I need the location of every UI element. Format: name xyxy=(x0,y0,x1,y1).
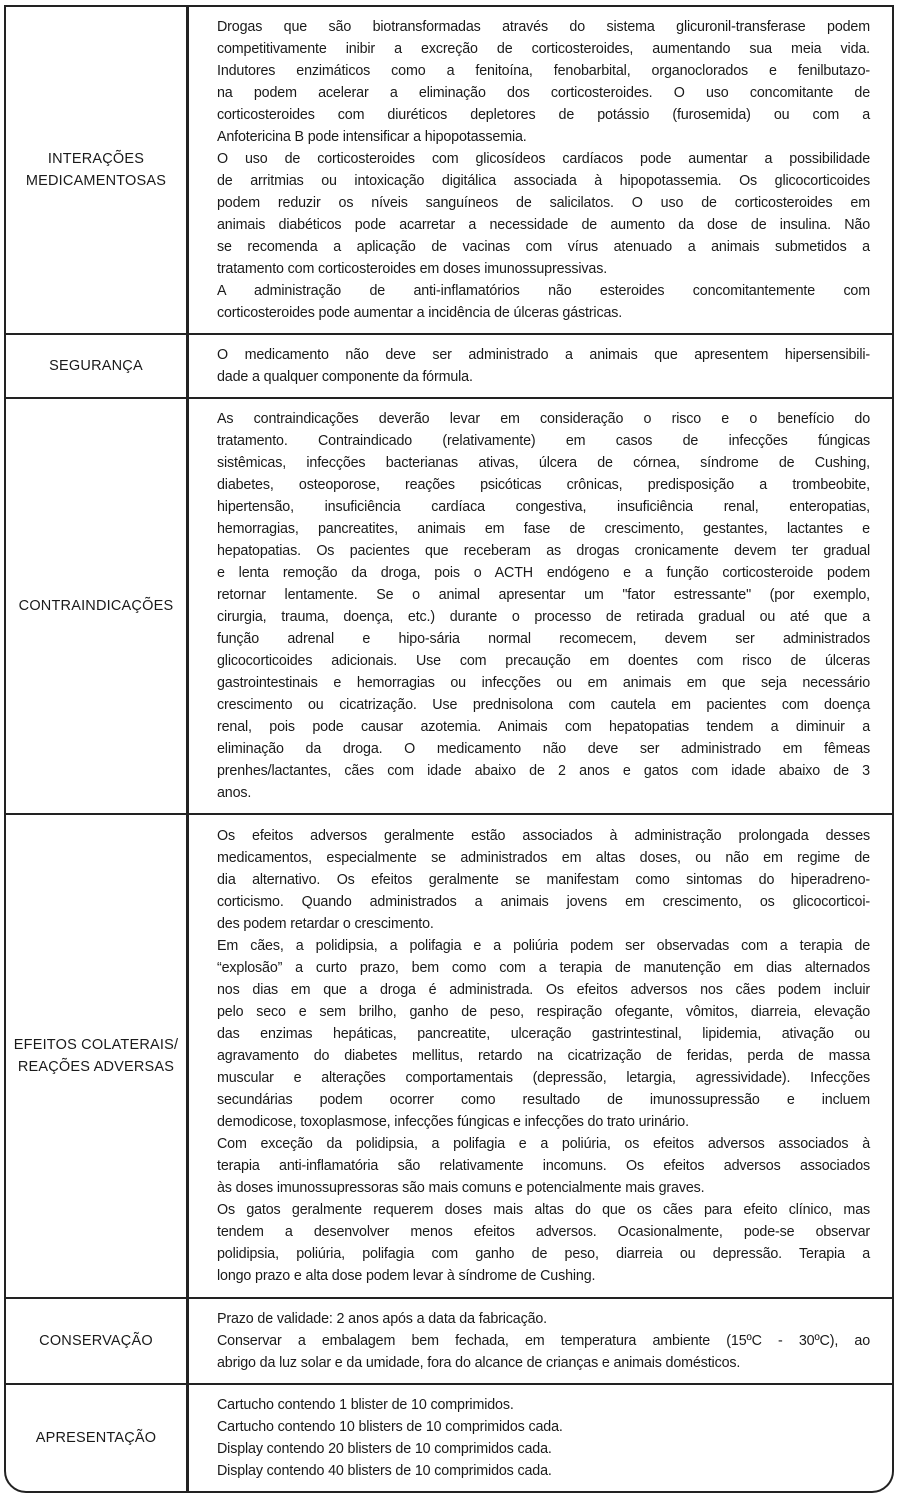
section-label xyxy=(6,815,189,1297)
section-label-line: CONSERVAÇÃO xyxy=(39,1333,153,1349)
text-line: tratamento com corticosteroides em doses imunossupressivas. xyxy=(217,261,608,277)
package-insert-table xyxy=(4,5,894,1493)
text-line: agravamento do diabetes mellitus, retardo na cicatrização de feridas, perda de massa xyxy=(217,1048,870,1064)
text-line: O medicamento não deve ser administrado a animais que apresentem hipersensibili- xyxy=(217,347,870,363)
text-line: Anfotericina B pode intensificar a hipopotassemia. xyxy=(217,129,527,145)
text-line: abrigo da luz solar e da umidade, fora do alcance de crianças e animais domésticos. xyxy=(217,1355,741,1371)
paragraph xyxy=(217,1394,870,1416)
text-line: O uso de corticosteroides com glicosídeos cardíacos pode aumentar a possibilidade xyxy=(217,151,870,167)
section-label-line: REAÇÕES ADVERSAS xyxy=(17,1059,175,1075)
paragraph xyxy=(217,1416,870,1438)
text-line: Display contendo 40 blisters de 10 comprimidos cada. xyxy=(217,1463,552,1479)
section-label xyxy=(6,335,189,397)
section-row-apresentacao xyxy=(6,1383,892,1491)
text-line: sistêmicas, infecções bacterianas ativas, úlcera de córnea, síndrome de Cushing, xyxy=(217,455,870,471)
text-line: terapia anti-inflamatória são relativamente incomuns. Os efeitos adversos associados xyxy=(217,1158,870,1174)
text-line: eliminação da droga. O medicamento não deve ser administrado em fêmeas xyxy=(217,741,870,757)
text-line: corticismo. Quando administrados a animais jovens em crescimento, os glicocorticoi- xyxy=(217,894,870,910)
section-content xyxy=(189,7,892,333)
text-line: As contraindicações deverão levar em consideração o risco e o benefício do xyxy=(217,411,870,427)
section-row-conservacao xyxy=(6,1297,892,1383)
text-line: Os efeitos adversos geralmente estão associados à administração prolongada desses xyxy=(217,828,870,844)
section-content xyxy=(189,1385,892,1491)
text-line: hipertensão, insuficiência cardíaca congestiva, insuficiência renal, enteropatias, xyxy=(217,499,870,515)
text-line: nos dias em que a droga é administrada. Os efeitos adversos nos cães podem incluir xyxy=(217,982,870,998)
paragraph xyxy=(217,16,870,148)
text-line: Os gatos geralmente requerem doses mais altas do que os cães para efeito clínico, mas xyxy=(217,1202,870,1218)
section-label-line: EFEITOS COLATERAIS/ xyxy=(13,1037,179,1053)
paragraph xyxy=(217,1308,870,1330)
text-line: medicamentos, especialmente se administrados em altas doses, ou não em regime de xyxy=(217,850,870,866)
text-line: Com exceção da polidipsia, a polifagia e a poliúria, os efeitos adversos associados à xyxy=(217,1136,870,1152)
paragraph xyxy=(217,148,870,280)
text-line: prenhes/lactantes, cães com idade abaixo de 2 anos e gatos com idade abaixo de 3 xyxy=(217,763,870,779)
paragraph xyxy=(217,280,870,324)
paragraph xyxy=(217,1460,870,1482)
text-line: demodicose, toxoplasmose, infecções fúngicas e infecções do trato urinário. xyxy=(217,1114,689,1130)
section-content xyxy=(189,335,892,397)
text-line: secundárias podem ocorrer como resultado de imunossupressão e incluem xyxy=(217,1092,870,1108)
text-line: gastrointestinais e hemorragias ou infecções ou em animais em que seja necessário xyxy=(217,675,870,691)
paragraph xyxy=(217,935,870,1133)
text-line: corticosteroides com diuréticos depletores de potássio (furosemida) ou com a xyxy=(217,107,870,123)
text-line: Prazo de validade: 2 anos após a data da fabricação. xyxy=(217,1311,547,1327)
text-line: Cartucho contendo 1 blister de 10 comprimidos. xyxy=(217,1397,514,1413)
text-line: A administração de anti-inflamatórios não esteroides concomitantemente com xyxy=(217,283,870,299)
section-content xyxy=(189,399,892,813)
text-line: Display contendo 20 blisters de 10 comprimidos cada. xyxy=(217,1441,552,1457)
text-line: renal, pois pode causar azotemia. Animais com hepatopatias tendem a diminuir a xyxy=(217,719,870,735)
paragraph xyxy=(217,1133,870,1199)
text-line: muscular e alterações comportamentais (depressão, letargia, agressividade). Infecções xyxy=(217,1070,870,1086)
section-row-interacoes-medicamentosas xyxy=(6,7,892,333)
text-line: pelo seco e sem brilho, ganho de peso, respiração ofegante, vômitos, diarreia, elevação xyxy=(217,1004,870,1020)
section-label-line: APRESENTAÇÃO xyxy=(35,1430,157,1446)
text-line: cirurgia, trauma, doença, etc.) durante o processo de retirada gradual ou até que a xyxy=(217,609,870,625)
section-label-line: SEGURANÇA xyxy=(49,358,143,374)
section-label-line: INTERAÇÕES xyxy=(47,151,145,167)
text-line: animais diabéticos pode acarretar a necessidade de aumento da dose de insulina. Não xyxy=(217,217,870,233)
text-line: função adrenal e hipo-sária normal recomecem, devem ser administrados xyxy=(217,631,870,647)
text-line: e lenta remoção da droga, pois o ACTH endógeno e a função corticosteroide podem xyxy=(217,565,870,581)
paragraph xyxy=(217,344,870,388)
section-label xyxy=(6,399,189,813)
paragraph xyxy=(217,1199,870,1287)
text-line: hemorragias, pancreatites, animais em fase de crescimento, gestantes, lactantes e xyxy=(217,521,870,537)
text-line: tendem a desenvolver menos efeitos adversos. Ocasionalmente, pode-se observar xyxy=(217,1224,870,1240)
text-line: Indutores enzimáticos como a fenitoína, fenobarbital, organoclorados e fenilbutazo- xyxy=(217,63,870,79)
section-label-line: MEDICAMENTOSAS xyxy=(25,173,167,189)
text-line: des podem retardar o crescimento. xyxy=(217,916,434,932)
text-line: Cartucho contendo 10 blisters de 10 comprimidos cada. xyxy=(217,1419,563,1435)
paragraph xyxy=(217,408,870,804)
text-line: Em cães, a polidipsia, a polifagia e a poliúria podem ser observadas com a terapia de xyxy=(217,938,870,954)
paragraph xyxy=(217,825,870,935)
text-line: anos. xyxy=(217,785,252,801)
text-line: hepatopatias. Os pacientes que receberam as drogas cronicamente devem ter gradual xyxy=(217,543,870,559)
section-content xyxy=(189,1299,892,1383)
text-line: crescimento ou cicatrização. Use prednisolona com cautela em pacientes com doença xyxy=(217,697,870,713)
text-line: diabetes, osteoporose, reações psicóticas crônicas, predisposição a trombeobite, xyxy=(217,477,870,493)
section-label xyxy=(6,1385,189,1491)
section-label-line: CONTRAINDICAÇÕES xyxy=(18,598,174,614)
text-line: dade a qualquer componente da fórmula. xyxy=(217,369,473,385)
text-line: competitivamente inibir a excreção de corticosteroides, aumentando sua meia vida. xyxy=(217,41,870,57)
text-line: retornar lentamente. Se o animal apresentar um "fator estressante" (por exemplo, xyxy=(217,587,870,603)
section-label xyxy=(6,7,189,333)
text-line: dia alternativo. Os efeitos geralmente se manifestam como sintomas do hiperadreno- xyxy=(217,872,870,888)
text-line: podem reduzir os níveis sanguíneos de salicilatos. O uso de corticosteroides em xyxy=(217,195,870,211)
text-line: glicocorticoides adicionais. Use com precaução em doentes com risco de úlceras xyxy=(217,653,870,669)
text-line: polidipsia, poliúria, polifagia com ganho de peso, diarreia ou depressão. Terapia a xyxy=(217,1246,870,1262)
text-line: Conservar a embalagem bem fechada, em temperatura ambiente (15ºC - 30ºC), ao xyxy=(217,1333,870,1349)
text-line: Drogas que são biotransformadas através do sistema glicuronil-transferase podem xyxy=(217,19,870,35)
text-line: às doses imunossupressoras são mais comuns e potencialmente mais graves. xyxy=(217,1180,705,1196)
section-row-efeitos-colaterais xyxy=(6,813,892,1297)
text-line: das enzimas hepáticas, pancreatite, ulceração gastrintestinal, lipidemia, ativação ou xyxy=(217,1026,870,1042)
text-line: longo prazo e alta dose podem levar à síndrome de Cushing. xyxy=(217,1268,596,1284)
paragraph xyxy=(217,1330,870,1374)
text-line: corticosteroides pode aumentar a incidência de úlceras gástricas. xyxy=(217,305,623,321)
text-line: se recomenda a aplicação de vacinas com vírus atenuado a animais submetidos a xyxy=(217,239,870,255)
section-content xyxy=(189,815,892,1297)
section-label xyxy=(6,1299,189,1383)
section-row-seguranca xyxy=(6,333,892,397)
text-line: “explosão” a curto prazo, bem como com a terapia de manutenção em dias alternados xyxy=(217,960,870,976)
section-row-contraindicacoes xyxy=(6,397,892,813)
text-line: na podem acelerar a eliminação dos corticosteroides. O uso concomitante de xyxy=(217,85,870,101)
text-line: tratamento. Contraindicado (relativamente) em casos de infecções fúngicas xyxy=(217,433,870,449)
text-line: de arritmias ou intoxicação digitálica associada à hipopotassemia. Os glicocorticoides xyxy=(217,173,870,189)
paragraph xyxy=(217,1438,870,1460)
